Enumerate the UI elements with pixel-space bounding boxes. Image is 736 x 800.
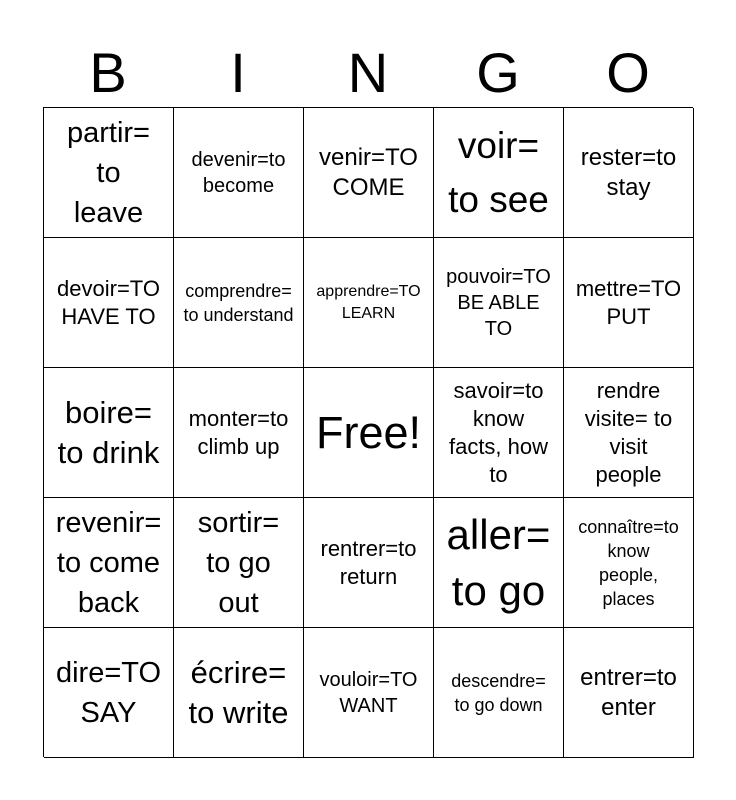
bingo-cell-r5c2[interactable]	[174, 628, 304, 758]
cell-text: voir= to see	[448, 124, 549, 220]
cell-text: devoir=TO HAVE TO	[57, 275, 160, 329]
cell-text: dire=TO SAY	[55, 656, 162, 729]
cell-text: pouvoir=TO BE ABLE TO	[446, 265, 551, 340]
bingo-cell-r4c4[interactable]	[434, 498, 564, 628]
cell-text: rester=to stay	[580, 143, 677, 201]
cell-text: apprendre=TO LEARN	[316, 282, 421, 322]
header-letter-o: O	[606, 41, 650, 104]
bingo-cell-r2c3[interactable]	[304, 238, 434, 368]
cell-text: devenir=to become	[191, 148, 286, 197]
cell-text: rendre visite= to visit people	[584, 377, 673, 487]
cell-text: mettre=TO PUT	[575, 275, 682, 329]
cell-text: rentrer=to return	[320, 535, 417, 589]
cell-text: vouloir=TO WANT	[319, 668, 418, 717]
cell-text: entrer=to enter	[580, 663, 677, 721]
bingo-cell-r1c2[interactable]	[174, 108, 304, 238]
cell-text: aller= to go	[446, 510, 551, 614]
bingo-cell-r5c5[interactable]	[564, 628, 694, 758]
bingo-cell-r1c3[interactable]	[304, 108, 434, 238]
cell-text: écrire= to write	[188, 654, 289, 730]
header-letter-n: N	[347, 41, 389, 104]
bingo-cell-r4c2[interactable]	[174, 498, 304, 628]
cell-text: connaître=to know people, places	[578, 516, 679, 609]
bingo-cell-r4c3[interactable]	[304, 498, 434, 628]
bingo-cell-r4c1[interactable]	[44, 498, 174, 628]
cell-text: savoir=to know facts, how to	[448, 377, 549, 487]
bingo-cell-r3c2[interactable]	[174, 368, 304, 498]
bingo-cell-r3c3[interactable]	[304, 368, 434, 498]
cell-text: boire= to drink	[57, 394, 160, 470]
cell-text: comprendre= to understand	[183, 280, 294, 325]
bingo-cell-r2c2[interactable]	[174, 238, 304, 368]
bingo-cell-r5c1[interactable]	[44, 628, 174, 758]
cell-text: sortir= to go out	[197, 506, 280, 619]
header-letter-b: B	[89, 41, 127, 104]
bingo-cell-r4c5[interactable]	[564, 498, 694, 628]
bingo-cell-r1c5[interactable]	[564, 108, 694, 238]
bingo-cell-r5c3[interactable]	[304, 628, 434, 758]
bingo-cell-r3c1[interactable]	[44, 368, 174, 498]
cell-text: partir= to leave	[66, 116, 150, 229]
bingo-cell-r1c1[interactable]	[44, 108, 174, 238]
bingo-cell-r1c4[interactable]	[434, 108, 564, 238]
cell-text: revenir= to come back	[55, 506, 162, 619]
header-letter-g: G	[476, 41, 520, 104]
cell-text: descendre= to go down	[451, 670, 546, 715]
bingo-cell-r2c5[interactable]	[564, 238, 694, 368]
cell-text: venir=TO COME	[319, 143, 418, 201]
bingo-cell-r3c4[interactable]	[434, 368, 564, 498]
bingo-cell-r5c4[interactable]	[434, 628, 564, 758]
bingo-cell-r3c5[interactable]	[564, 368, 694, 498]
bingo-board	[43, 107, 693, 757]
bingo-cell-r2c1[interactable]	[44, 238, 174, 368]
bingo-cell-r2c4[interactable]	[434, 238, 564, 368]
cell-text: monter=to climb up	[188, 405, 289, 459]
header-letter-i: I	[230, 41, 246, 104]
free-space-text: Free!	[315, 406, 422, 458]
bingo-header	[43, 40, 693, 106]
